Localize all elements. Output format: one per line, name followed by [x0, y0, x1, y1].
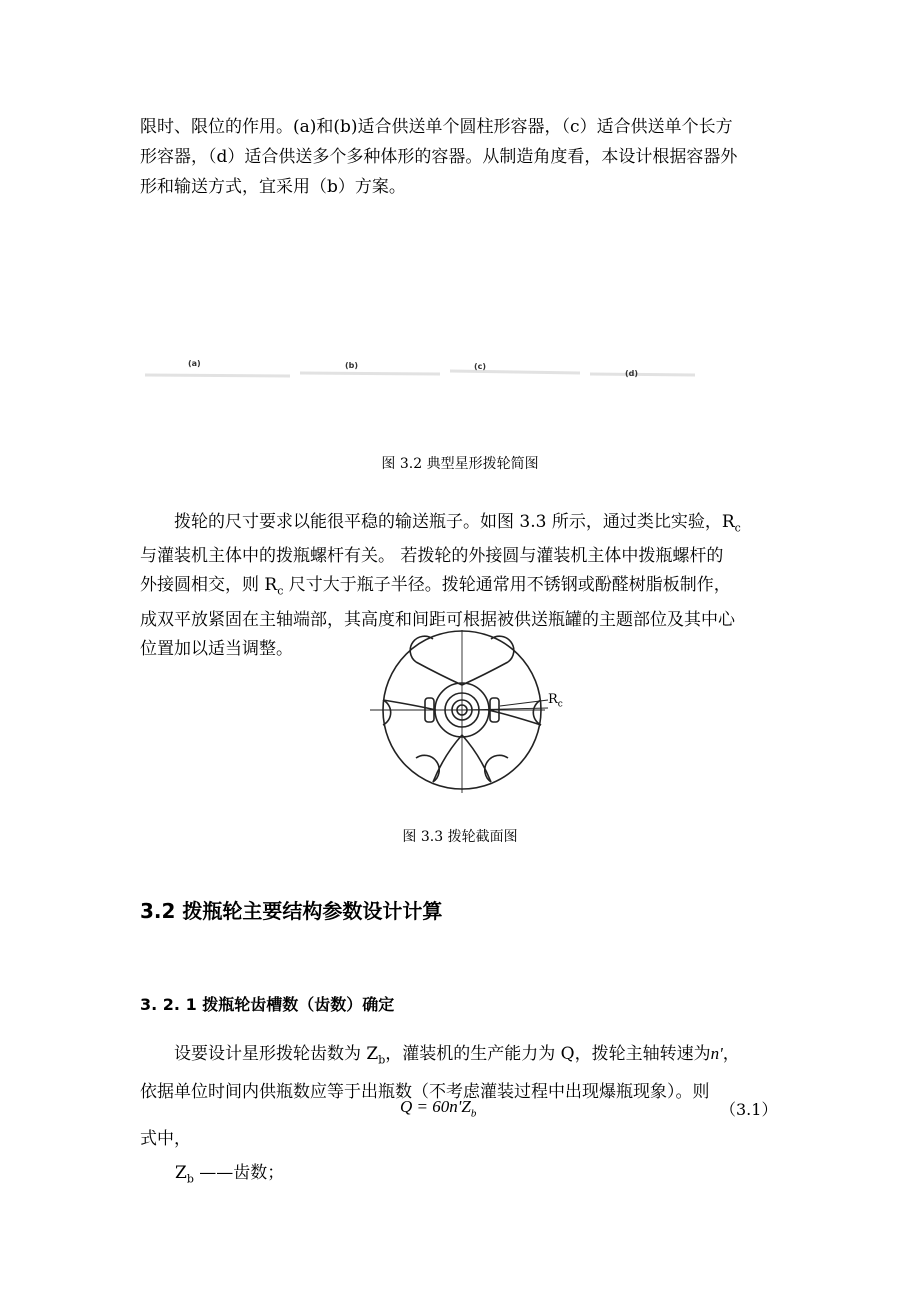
- equation-sub: b: [470, 1107, 477, 1120]
- figure-label-d: (d): [625, 369, 639, 378]
- para3-n-prime: n': [710, 1044, 723, 1063]
- para2-sub-c: c: [734, 521, 741, 535]
- para2-sub-c-2: c: [277, 584, 284, 598]
- paragraph-3: 设要设计星形拨轮齿数为 $Z_b$，灌装机的生产能力为 Q，拨轮主轴转速为n'， 依据单位时间内供瓶数应等于出瓶数（不考虑灌装过程中出现爆瓶现象）。则: [140, 1038, 790, 1108]
- intro-line-3: 形和输送方式，宜采用（b）方案。: [140, 177, 406, 197]
- star-wheel-drawing: [370, 630, 580, 795]
- para2-line-4: 成双平放紧固在主轴端部，其高度和间距可根据被供送瓶罐的主题部位及其中心: [140, 609, 735, 630]
- figure-3-2: [140, 355, 700, 385]
- intro-paragraph: [140, 112, 790, 202]
- equation-number: （3.1）: [720, 1100, 778, 1119]
- para3-line-1b: ，灌装机的生产能力为 Q，拨轮主轴转速为: [385, 1044, 711, 1064]
- para2-line-2: 与灌装机主体中的拨瓶螺杆有关。 若拨轮的外接圆与灌装机主体中拨瓶螺杆的: [140, 546, 724, 567]
- section-title: 3.2 拨瓶轮主要结构参数设计计算: [140, 899, 443, 923]
- intro-line-2: 形容器，（d）适合供送多个多种体形的容器。从制造角度看，本设计根据容器外: [140, 147, 738, 167]
- figure-3-3: [370, 630, 580, 795]
- where-item: $Z_b$ ——齿数；: [175, 1163, 285, 1186]
- para2-line-3b: 尺寸大于瓶子半径。拨轮通常用不锈钢或酚醛树脂板制作，: [283, 575, 731, 596]
- para3-line-1a: 设要设计星形拨轮齿数为 Z: [174, 1044, 379, 1064]
- figure-3-2-strip: [140, 355, 700, 385]
- figure-label-b: (b): [345, 361, 359, 370]
- equation-body: Q = 60n'Z: [400, 1097, 471, 1116]
- equation-3-1: [400, 1097, 476, 1119]
- para2-line-3a: 外接圆相交，则 R: [140, 575, 278, 596]
- para3-sub-b: b: [378, 1053, 386, 1067]
- rc-label: $R_c$: [548, 692, 563, 710]
- subsection-title: 3. 2. 1 拨瓶轮齿槽数（齿数）确定: [140, 995, 395, 1014]
- para3-line-2: 依据单位时间内供瓶数应等于出瓶数（不考虑灌装过程中出现爆瓶现象）。则: [140, 1082, 710, 1103]
- para2-line-1: 拨轮的尺寸要求以能很平稳的输送瓶子。如图 3.3 所示，通过类比实验，R: [174, 512, 735, 532]
- intro-line-1: 限时、限位的作用。(a)和(b)适合供送单个圆柱形容器，（c）适合供送单个长方: [140, 117, 733, 137]
- figure-label-a: (a): [188, 359, 201, 368]
- figure-label-c: (c): [474, 362, 487, 371]
- para2-line-5: 位置加以适当调整。: [140, 638, 293, 659]
- where-label: 式中，: [140, 1129, 191, 1149]
- figure-3-3-caption: 图 3.3 拨轮截面图: [402, 829, 518, 845]
- figure-3-2-caption: 图 3.2 典型星形拨轮简图: [381, 456, 539, 472]
